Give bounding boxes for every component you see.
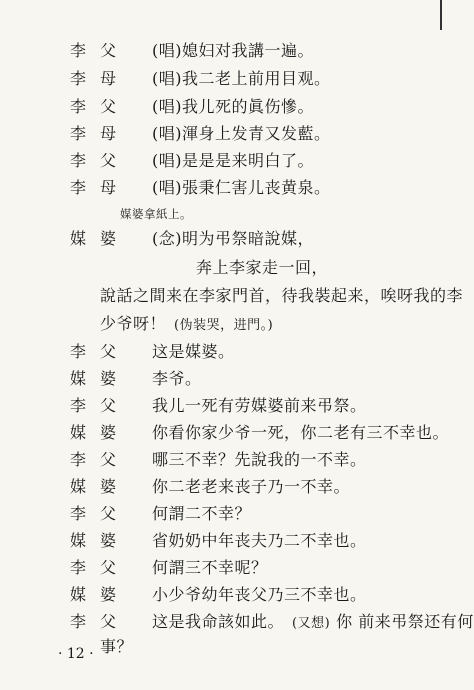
meipo-verse-1: 媒 婆 (念)明为弔祭暗說媒， (70, 229, 314, 248)
dialog-9: 李 父 何謂三不幸呢？ (70, 558, 268, 577)
line-6: 李 母 (唱)張秉仁害儿丧黄泉。 (70, 178, 331, 197)
dialog-10: 媒 婆 小少爷幼年丧父乃三不幸也。 (70, 585, 367, 604)
meipo-verse-2: 奔上李家走一回， (196, 258, 329, 277)
stage-direction: 媒婆拿紙上。 (120, 207, 192, 221)
page-number: · 12 · (58, 646, 94, 662)
meipo-speech-2: 少爷呀！ (伪装哭，进門。) (100, 314, 274, 333)
dialog-8: 媒 婆 省奶奶中年丧夫乃二不幸也。 (70, 531, 367, 550)
dialog-4: 媒 婆 你看你家少爷一死，你二老有三不幸也。 (70, 423, 450, 442)
dialog-1: 李 父 这是媒婆。 (70, 342, 235, 361)
line-3: 李 父 (唱)我儿死的眞伤慘。 (70, 97, 314, 116)
line-4: 李 母 (唱)渾身上发青又发藍。 (70, 124, 331, 143)
margin-mark (440, 0, 442, 30)
dialog-3: 李 父 我儿一死有劳媒婆前来弔祭。 (70, 396, 367, 415)
dialog-11-cont: 事？ (100, 637, 134, 656)
dialog-7: 李 父 何謂二不幸？ (70, 504, 252, 523)
dialog-5: 李 父 哪三不幸？先說我的一不幸。 (70, 450, 367, 469)
dialog-2: 媒 婆 李爷。 (70, 369, 202, 388)
line-1: 李 父 (唱)媳妇对我講一遍。 (70, 41, 314, 60)
dialog-6: 媒 婆 你二老老来丧子乃一不幸。 (70, 477, 351, 496)
line-5: 李 父 (唱)是是是来明白了。 (70, 151, 314, 170)
meipo-speech-1: 說話之間来在李家門首，待我裝起来，唉呀我的李 (100, 286, 464, 305)
dialog-11: 李 父 这是我命該如此。 (又想) 你 前来弔祭还有何 (70, 612, 474, 631)
line-2: 李 母 (唱)我二老上前用目观。 (70, 69, 331, 88)
